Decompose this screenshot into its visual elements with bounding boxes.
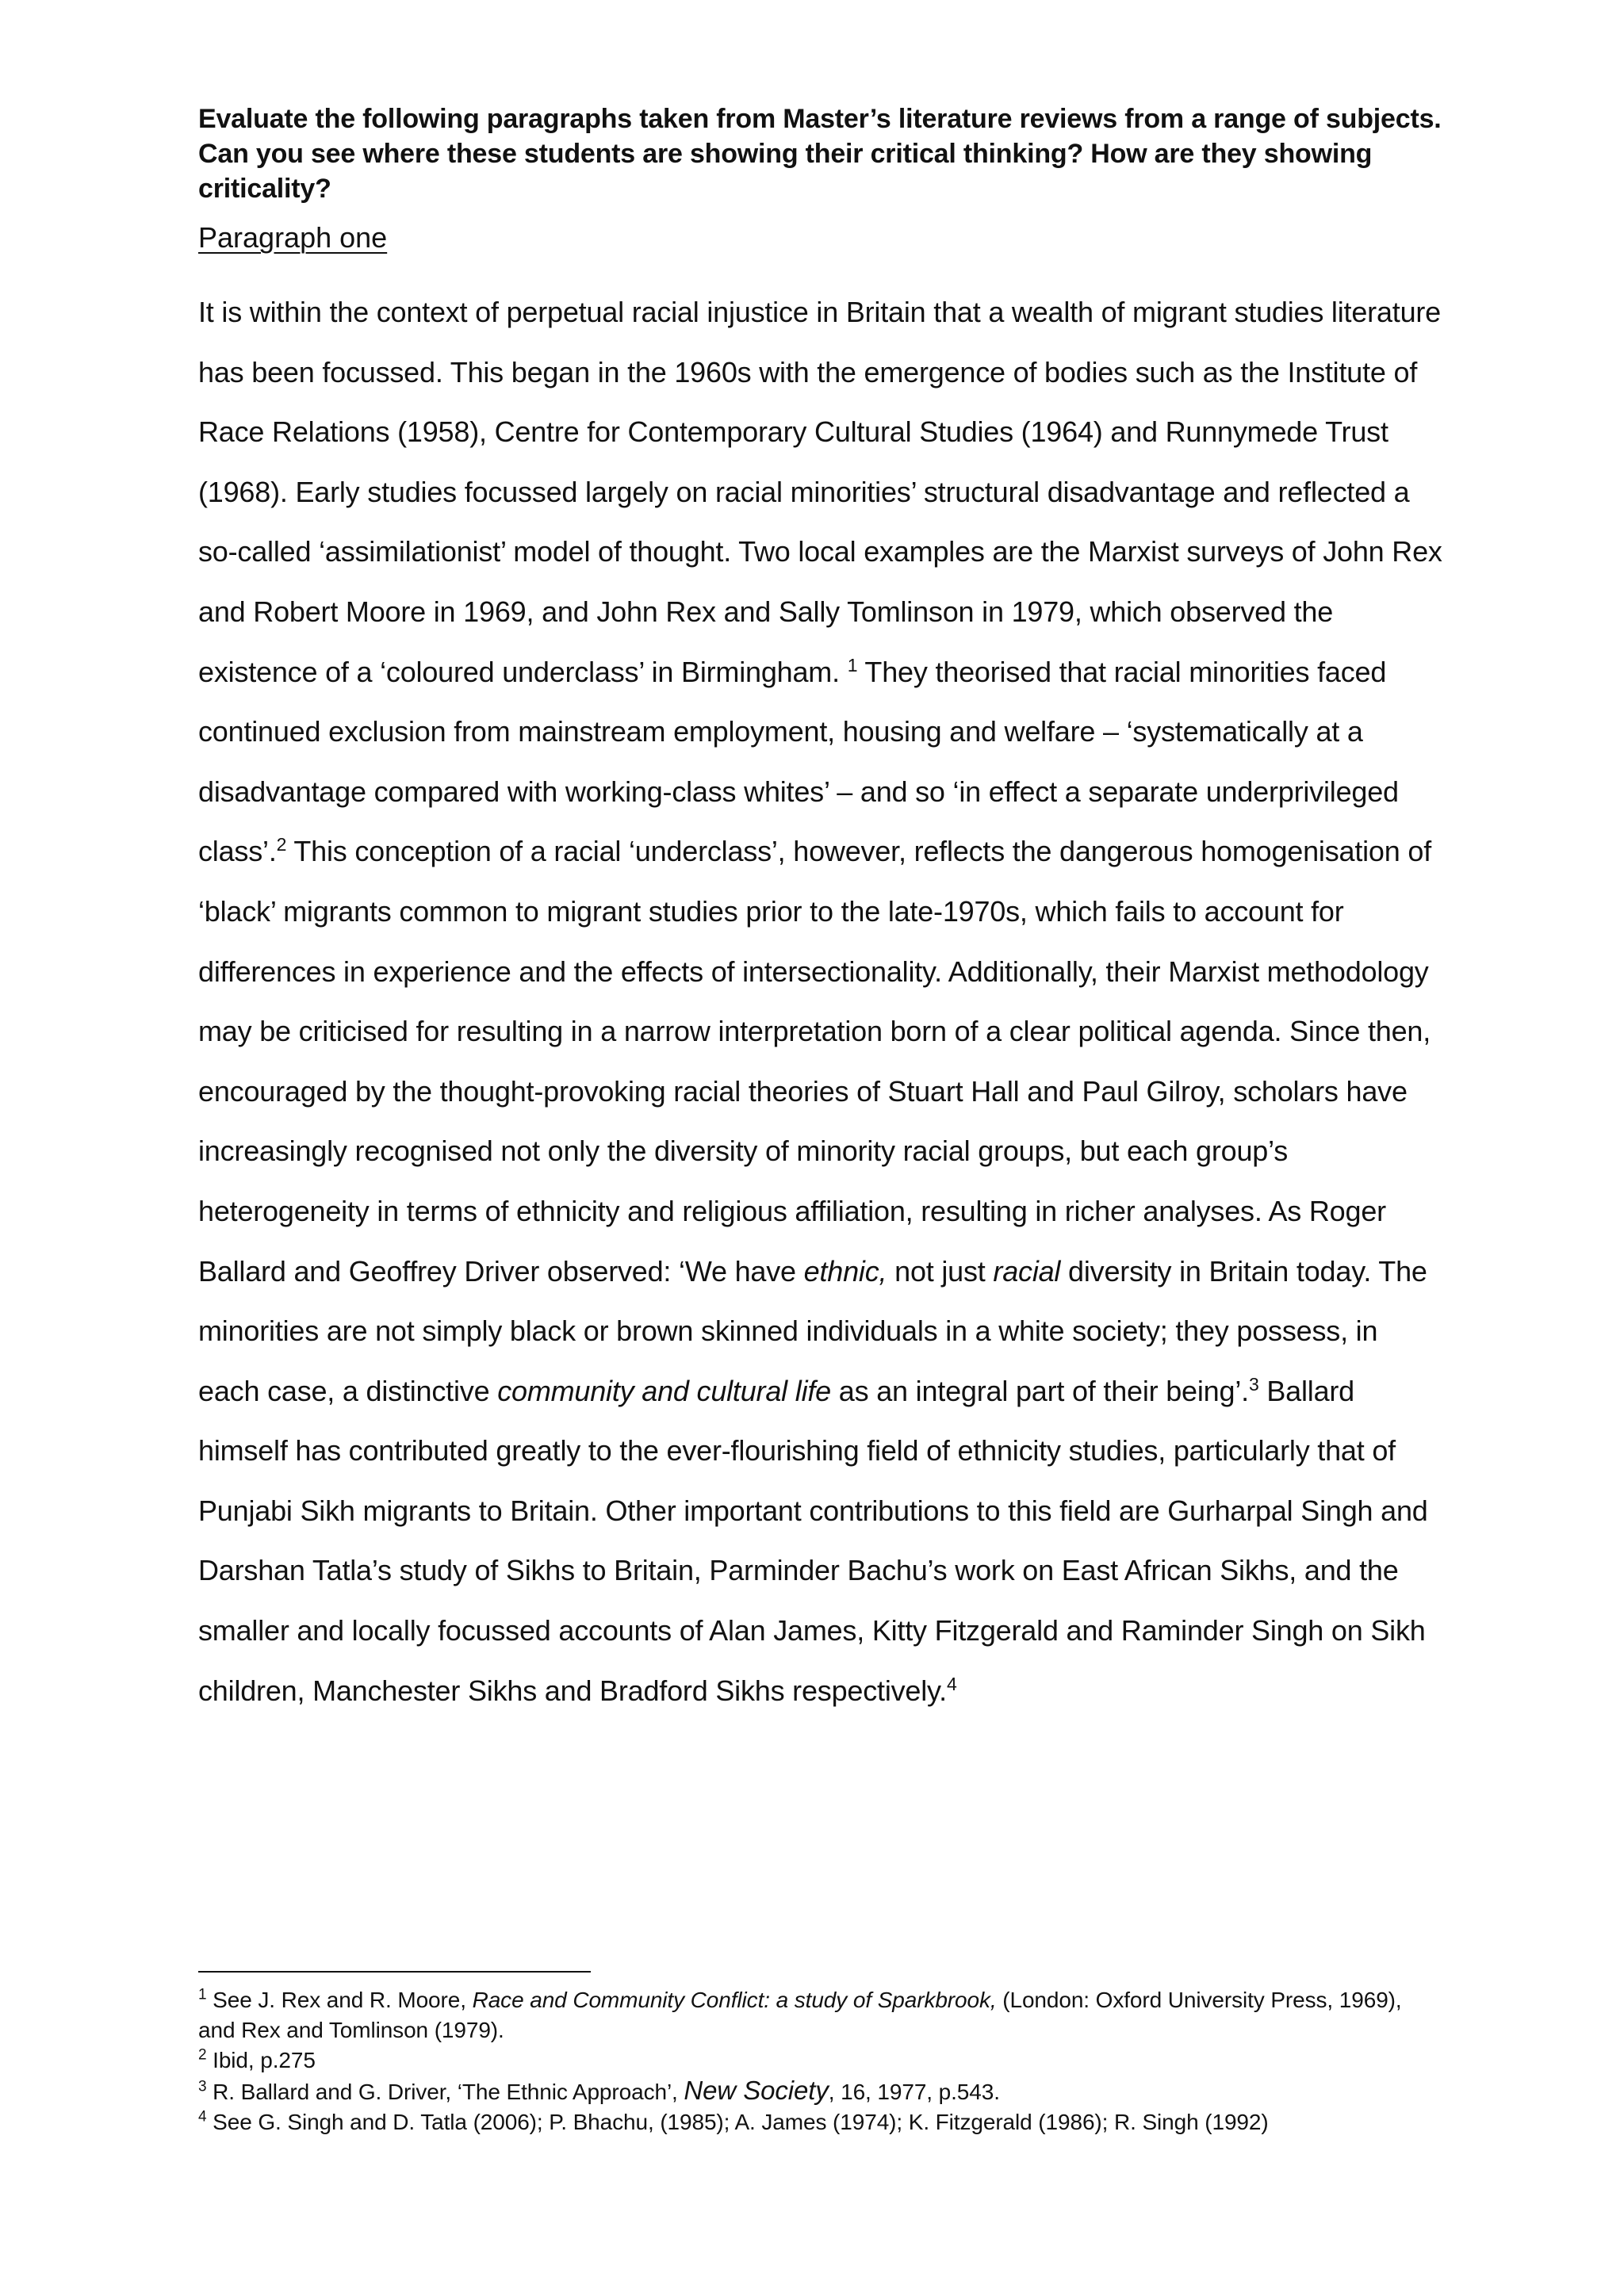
footnote-text: R. Ballard and G. Driver, ‘The Ethnic Approach’,	[206, 2080, 684, 2104]
footnote-number: 1	[198, 1986, 207, 2003]
footnote-text: See J. Rex and R. Moore,	[206, 1988, 473, 2012]
footnote-ref-3: 3	[1248, 1373, 1259, 1395]
body-text-segment: They theorised that racial minorities faced continued exclusion from mainstream employment, housing and welfare – ‘systematically at a disadvantage compared with working-class whites’ – and so ‘in effect a separate underprivileged class’.	[198, 655, 1399, 868]
emphasis-ethnic: ethnic,	[803, 1254, 887, 1288]
footnote-divider	[198, 1971, 591, 1973]
emphasis-community: community and cultural life	[497, 1374, 831, 1407]
footnotes-section	[198, 1971, 1443, 2137]
body-text-segment: This conception of a racial ‘underclass’, however, reflects the dangerous homogenisation of ‘black’ migrants common to migrant studies prior to the late-1970s, which fails to account for differences in experience and the effects of intersectionality. Additionally, their Marxist methodology may be criticised for resulting in a narrow interpretation born of a clear political agenda. Since then, encouraged by the thought-provoking racial theories of Stuart Hall and Paul Gilroy, scholars have increasingly recognised not only the diversity of minority racial groups, but each group’s heterogeneity in terms of ethnicity and religious affiliation, resulting in richer analyses. As Roger Ballard and Geoffrey Driver observed: ‘We have	[198, 835, 1432, 1288]
body-text-segment: It is within the context of perpetual racial injustice in Britain that a wealth of migrant studies literature has been focussed. This began in the 1960s with the emergence of bodies such as the Institute of Race Relations (1958), Centre for Contemporary Cultural Studies (1964) and Runnymede Trust (1968). Early studies focussed largely on racial minorities’ structural disadvantage and reflected a so-called ‘assimilationist’ model of thought. Two local examples are the Marxist surveys of John Rex and Robert Moore in 1969, and John Rex and Sally Tomlinson in 1979, which observed the existence of a ‘coloured underclass’ in Birmingham.	[198, 296, 1442, 688]
footnote-number: 3	[198, 2078, 207, 2095]
footnote-4	[198, 2107, 1443, 2137]
footnote-3	[198, 2076, 1443, 2107]
footnote-text: , 16, 1977, p.543.	[828, 2080, 1000, 2104]
emphasis-racial: racial	[993, 1254, 1061, 1288]
footnote-ref-4: 4	[946, 1673, 957, 1694]
footnote-text: See G. Singh and D. Tatla (2006); P. Bhachu, (1985); A. James (1974); K. Fitzgerald (1986); R. Singh (1992)	[206, 2110, 1269, 2134]
document-page	[198, 101, 1443, 1720]
body-text-segment: Ballard himself has contributed greatly to the ever-flourishing field of ethnicity studies, particularly that of Punjabi Sikh migrants to Britain. Other important contributions to this field are Gurharpal Singh and Darshan Tatla’s study of Sikhs to Britain, Parminder Bachu’s work on East African Sikhs, and the smaller and locally focussed accounts of Alan James, Kitty Fitzgerald and Raminder Singh on Sikh children, Manchester Sikhs and Bradford Sikhs respectively.	[198, 1374, 1428, 1707]
body-text-segment: not just	[887, 1254, 994, 1288]
footnote-2	[198, 2045, 1443, 2076]
footnote-number: 2	[198, 2046, 207, 2064]
footnote-text: (London: Oxford University Press, 1969), and Rex and Tomlinson (1979).	[198, 1988, 1402, 2042]
instructions-heading: Evaluate the following paragraphs taken from Master’s literature reviews from a range of subjects. Can you see where these students are showing their critical thinking? How are they showing criticality?	[198, 104, 1442, 204]
footnote-book-title: Race and Community Conflict: a study of Sparkbrook,	[472, 1988, 997, 2012]
footnote-journal-title: New Society	[684, 2076, 829, 2105]
paragraph-heading: Paragraph one	[198, 221, 388, 254]
footnote-text: Ibid, p.275	[206, 2048, 316, 2072]
body-text-segment: diversity in Britain today. The minorities are not simply black or brown skinned individuals in a white society; they possess, in each case, a distinctive	[198, 1254, 1427, 1407]
body-text-segment: as an integral part of their being’.	[831, 1374, 1249, 1407]
footnote-number: 4	[198, 2108, 207, 2126]
body-paragraph	[198, 282, 1443, 1720]
footnote-1	[198, 1985, 1443, 2045]
footnote-ref-1: 1	[847, 654, 858, 675]
footnote-ref-2: 2	[276, 834, 287, 855]
